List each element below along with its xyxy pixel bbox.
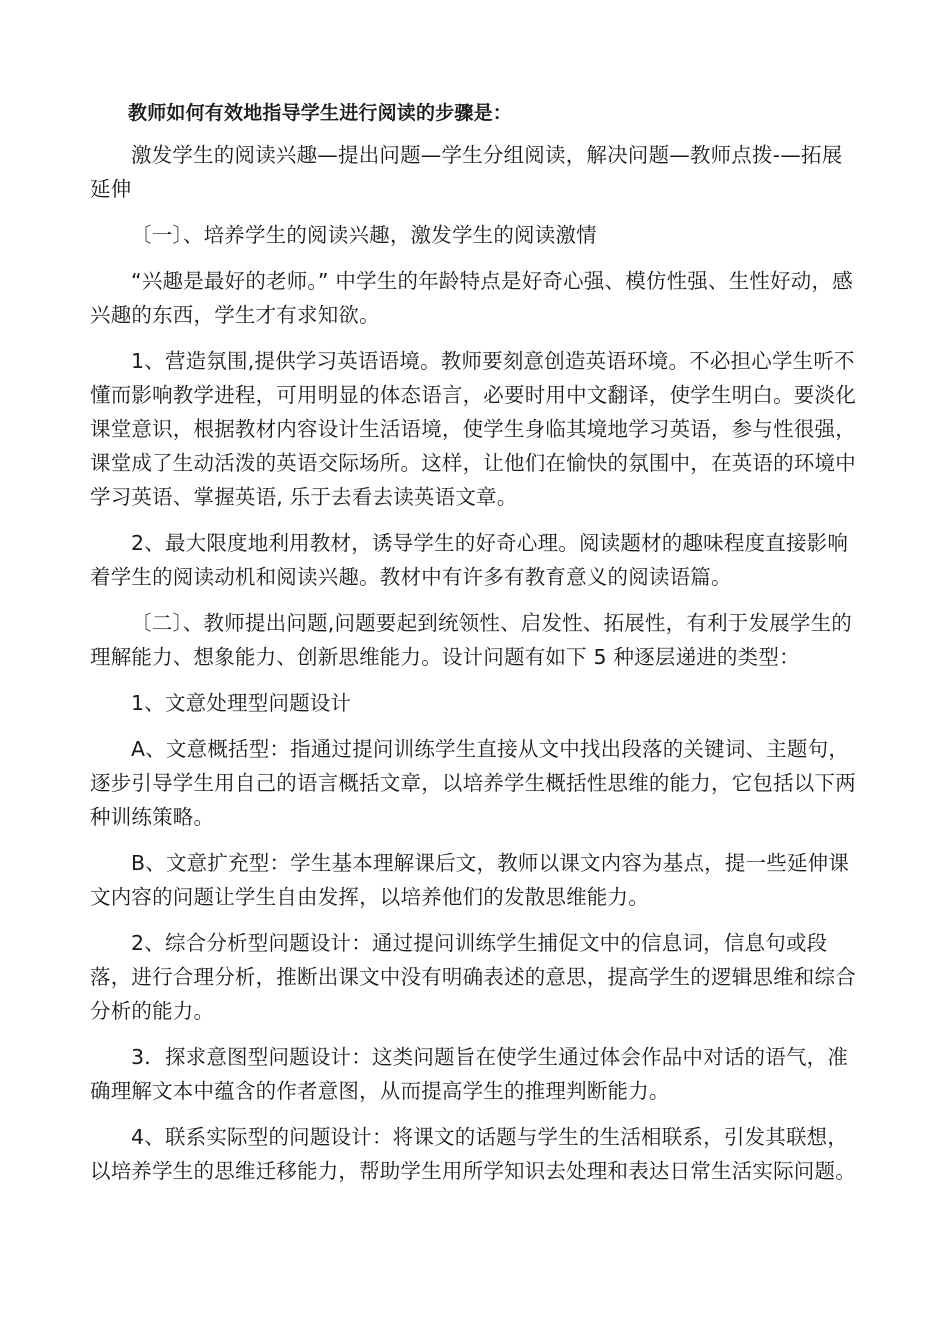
section-heading-2: 〔二〕、教师提出问题,问题要起到统领性、启发性、拓展性，有利于发展学生的理解能力、想象能力、创新思维能力。设计问题有如下 5 种逐层递进的类型： — [90, 611, 852, 669]
paragraph-interest-quote: “兴趣是最好的老师。” 中学生的年龄特点是好奇心强、模仿性强、生性好动，感兴趣的东西，学生才有求知欲。 — [90, 269, 853, 327]
paragraph-type-b: B、文意扩充型：学生基本理解课后文，教师以课文内容为基点，提一些延伸课文内容的问题让学生自由发挥，以培养他们的发散思维能力。 — [90, 851, 850, 909]
paragraph-type-a: A、文意概括型：指通过提问训练学生直接从文中找出段落的关键词、主题句，逐步引导学生用自己的语言概括文章，以培养学生概括性思维的能力，它包括以下两种训练策略。 — [90, 737, 856, 829]
subheading-question-design-1: 1、文意处理型问题设计 — [131, 691, 352, 715]
paragraph-question-design-3: 3．探求意图型问题设计：这类问题旨在使学生通过体会作品中对话的语气，准确理解文本中蕴含的作者意图，从而提高学生的推理判断能力。 — [90, 1045, 849, 1103]
document-body — [90, 96, 860, 1188]
paragraph-question-design-4: 4、联系实际型的问题设计：将课文的话题与学生的生活相联系，引发其联想，以培养学生的思维迁移能力，帮助学生用所学知识去处理和表达日常生活实际问题。 — [90, 1125, 856, 1183]
paragraph-steps-overview: 激发学生的阅读兴趣—提出问题—学生分组阅读，解决问题—教师点拨-—拓展延伸 — [90, 143, 843, 201]
paragraph-point-2: 2、最大限度地利用教材，诱导学生的好奇心理。阅读题材的趣味程度直接影响着学生的阅读动机和阅读兴趣。教材中有许多有教育意义的阅读语篇。 — [90, 531, 849, 589]
paragraph-question-design-2: 2、综合分析型问题设计：通过提问训练学生捕促文中的信息词，信息句或段落，进行合理分析，推断出课文中没有明确表述的意思，提高学生的逻辑思维和综合分析的能力。 — [90, 931, 856, 1023]
section-heading-1: 〔一〕、培养学生的阅读兴趣，激发学生的阅读激情 — [131, 223, 597, 247]
document-title: 教师如何有效地指导学生进行阅读的步骤是： — [128, 102, 513, 124]
paragraph-point-1: 1、营造氛围,提供学习英语语境。教师要刻意创造英语环境。不必担心学生听不懂而影响教学进程，可用明显的体态语言，必要时用中文翻译，使学生明白。要淡化课堂意识，根据教材内容设计生活语境，使学生身临其境地学习英语，参与性很强，课堂成了生动活泼的英语交际场所。这样，让他们在愉快的氛围中，在英语的环境中学习英语、掌握英语, 乐于去看去读英语文章。 — [90, 349, 856, 509]
